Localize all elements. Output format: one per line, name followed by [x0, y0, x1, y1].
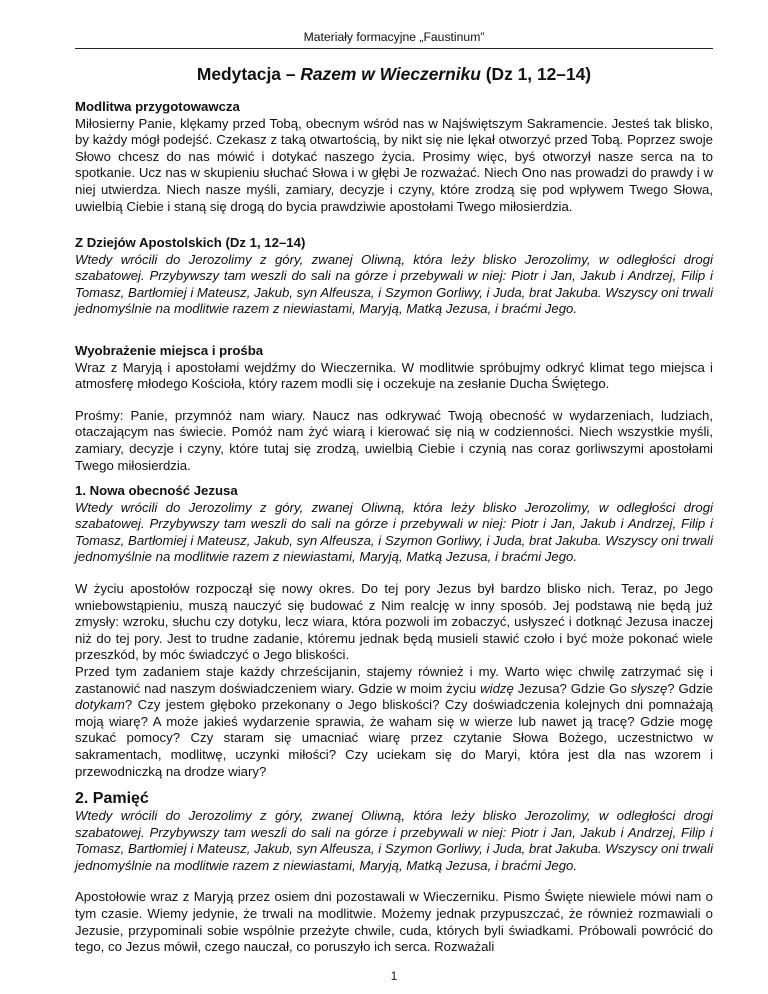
header-rule: [75, 48, 713, 49]
section-heading: Wyobrażenie miejsca i prośba: [75, 343, 264, 358]
section-imagination: [75, 343, 713, 474]
scripture-quote: Wtedy wrócili do Jerozolimy z góry, zwanej Oliwną, która leży blisko Jerozolimy, w odległości drogi szabatowej. Przybywszy tam weszli do sali na górze i przebywali w niej: Piotr i Jan, Jakub i Andrzej, Filip i Tomasz, Bartłomiej i Mateusz, Jakub, syn Alfeusza, i Szymon Gorliwy, i Juda, brat Jakuba. Wszyscy oni trwali jednomyślnie na modlitwie razem z niewiastami, Maryją, Matką Jezusa, i braćmi Jego.: [75, 499, 713, 565]
emphasis: słyszę: [630, 680, 668, 696]
paragraph: Prośmy: Panie, przymnóż nam wiary. Naucz nas odkrywać Twoją obecność w wydarzeniach, ludziach, otaczającym nas świecie. Pomóż nam żyć wiarą i kierować się nią w codzienności. Niech wszystkie myśli, zamiary, decyzje i czyny, które tutaj się zrodzą, uwielbią Ciebie i czynią nas coraz gorliwszymi apostołami Twego miłosierdzia.: [75, 407, 713, 473]
page-number: 1: [390, 971, 398, 983]
paragraph: W życiu apostołów rozpoczął się nowy okres. Do tej pory Jezus był bardzo blisko nich. Teraz, po Jego wniebowstąpieniu, muszą nauczyć się budować z Nim realcję w inny sposób. Jej podstawą nie będą już zmysły: wzroku, słuchu czy dotyku, lecz wiara, która pozwoli im zobaczyć, usłyszeć i dotknąć Jezusa inaczej niż do tej pory. Jest to trudne zadanie, któremu jednak będą musieli stawić czoło i być może pokonać wiele przeszkód, by móc świadczyć o Jego bliskości.: [75, 580, 713, 663]
emphasis: dotykam: [75, 697, 125, 713]
text-run: Przed tym zadaniem staje każdy chrześcijanin, stajemy również i my. Warto więc chwilę zatrzymać się i zastanowić nad naszym doświadczeniem wiary. Gdzie w moim życiu: [75, 663, 713, 696]
text-run: ? Gdzie: [667, 680, 713, 696]
text-run: Jezusa? Gdzie Go: [513, 680, 631, 696]
running-header: Materiały formacyjne „Faustinum”: [303, 30, 485, 44]
paragraph: Wraz z Maryją i apostołami wejdźmy do Wieczernika. W modlitwie spróbujmy odkryć klimat tego miejsca i atmosferę młodego Kościoła, który razem modli się i oczekuje na zesłanie Ducha Świętego.: [75, 359, 713, 392]
paragraph: Apostołowie wraz z Maryją przez osiem dni pozostawali w Wieczerniku. Pismo Święte niewiele mówi nam o tym czasie. Wiemy jedynie, że trwali na modlitwie. Możemy jednak przypuszczać, że również rozmawiali o Jezusie, przypominali sobie wspólnie przeżyte chwile, cuda, których byli świadkami. Próbowali powrócić do tego, co Jezus mówił, czego nauczał, co poruszyło ich serca. Rozważali: [75, 889, 713, 955]
section-heading: 2. Pamięć: [75, 790, 149, 807]
section-acts: [75, 235, 713, 318]
scripture-quote: Wtedy wrócili do Jerozolimy z góry, zwanej Oliwną, która leży blisko Jerozolimy, w odległości drogi szabatowej. Przybywszy tam weszli do sali na górze i przebywali w niej: Piotr i Jan, Jakub i Andrzej, Filip i Tomasz, Bartłomiej i Mateusz, Jakub, syn Alfeusza, i Szymon Gorliwy, i Juda, brat Jakuba. Wszyscy oni trwali jednomyślnie na modlitwie razem z niewiastami, Maryją, Matką Jezusa, i braćmi Jego.: [75, 251, 713, 317]
scripture-quote: Wtedy wrócili do Jerozolimy z góry, zwanej Oliwną, która leży blisko Jerozolimy, w odległości drogi szabatowej. Przybywszy tam weszli do sali na górze i przebywali w niej: Piotr i Jan, Jakub i Andrzej, Filip i Tomasz, Bartłomiej i Mateusz, Jakub, syn Alfeusza, i Szymon Gorliwy, i Juda, brat Jakuba. Wszyscy oni trwali jednomyślnie na modlitwie razem z niewiastami, Maryją, Matką Jezusa, i braćmi Jego.: [75, 808, 713, 873]
section-presence: [75, 483, 713, 780]
paragraph: Miłosierny Panie, klękamy przed Tobą, obecnym wśród nas w Najświętszym Sakramencie. Jesteś tak blisko, by każdy mógł podejść. Czekasz z taką otwartością, by nikt się nie lękał otworzyć przed Tobą. Poprzez swoje Słowo chcesz do nas mówić i dotykać naszego życia. Prosimy więc, byś otworzył nasze serca na to spotkanie. Ucz nas w skupieniu słuchać Słowa i w głębi Je rozważać. Niech Ono nas prowadzi do prawdy i w niej utwierdza. Niech nasze myśli, zamiary, decyzje i czyny, które zrodzą się pod wpływem Twego Słowa, uwielbią Ciebie i staną się drogą do bycia prawdziwie apostołami Twego miłosierdzia.: [75, 115, 713, 214]
page-title: [75, 64, 713, 85]
title-italic: Razem w Wieczerniku: [300, 64, 481, 84]
section-prayer: [75, 99, 713, 215]
section-memory: [75, 789, 713, 956]
paragraph: [75, 664, 713, 780]
title-suffix: (Dz 1, 12–14): [480, 64, 592, 84]
section-heading: Z Dziejów Apostolskich (Dz 1, 12–14): [75, 235, 306, 250]
section-heading: Modlitwa przygotowawcza: [75, 99, 240, 114]
title-prefix: Medytacja –: [196, 64, 301, 84]
section-heading: 1. Nowa obecność Jezusa: [75, 483, 238, 498]
text-run: ? Czy jestem głęboko przekonany o Jego bliskości? Czy doświadczenia kolejnych dni pomnażają moją wiarę? A może jakieś wydarzenie sprawia, że waham się w wierze lub nawet ją tracę? Gdzie mogę szukać pomocy? Czy staram się umacniać wiarę przez czytanie Słowa Bożego, uczestnictwo w sakramentach, modlitwę, uczynki miłości? Czy uciekam się do Maryi, która jest dla nas wzorem i przewodniczką na drodze wiary?: [75, 697, 713, 779]
emphasis: widzę: [480, 680, 514, 696]
